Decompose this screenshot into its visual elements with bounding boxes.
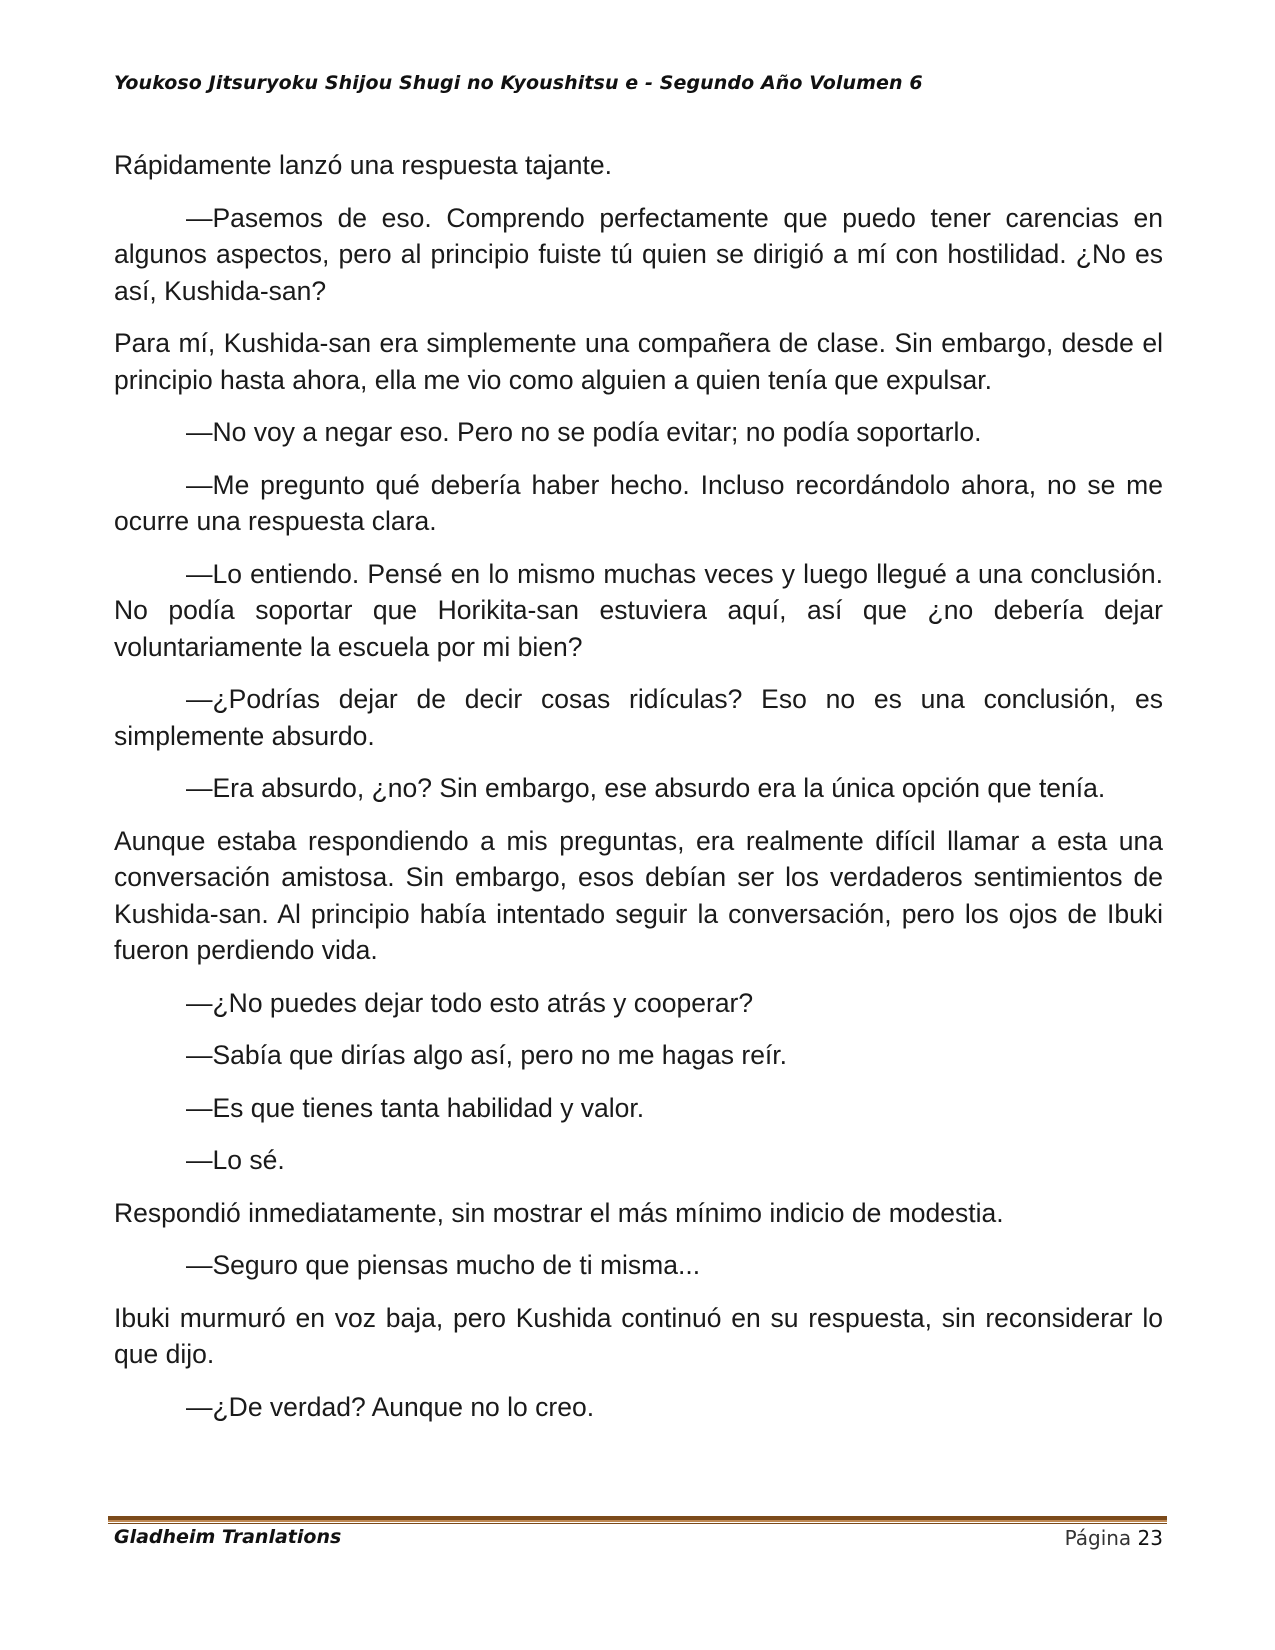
page-number-label (1065, 1526, 1163, 1550)
dialog-line: —No voy a negar eso. Pero no se podía evitar; no podía soportarlo. (186, 417, 982, 447)
footer-divider (108, 1516, 1167, 1522)
page-body (114, 147, 1163, 1441)
paragraph: Respondió inmediatamente, sin mostrar el más mínimo indicio de modestia. (114, 1197, 1004, 1228)
dialog-line: —¿Podrías dejar de decir cosas ridículas? Eso no es una conclusión, es simplemente absurdo. (114, 684, 1163, 751)
footer-divider-thin (108, 1523, 1167, 1524)
dialog-line: —Sabía que dirías algo así, pero no me hagas reír. (186, 1040, 788, 1070)
page-label: Página (1064, 1526, 1132, 1550)
paragraph: Aunque estaba respondiendo a mis preguntas, era realmente difícil llamar a esta una conversación amistosa. Sin embargo, esos debían ser los verdaderos sentimientos de Kushida-san. Al principio había intentado seguir la conversación, pero los ojos de Ibuki fueron perdiendo vida. (114, 825, 1163, 965)
dialog-line: —Seguro que piensas mucho de ti misma... (186, 1250, 701, 1280)
dialog-line: —¿De verdad? Aunque no lo creo. (186, 1391, 595, 1422)
dialog-line: —Lo entiendo. Pensé en lo mismo muchas veces y luego llegué a una conclusión. No podía soportar que Horikita-san estuviera aquí, así que ¿no debería dejar voluntariamente la escuela por mi bien? (114, 558, 1163, 662)
dialog-line: —Era absurdo, ¿no? Sin embargo, ese absurdo era la única opción que tenía. (186, 773, 1106, 803)
dialog-line: —Es que tienes tanta habilidad y valor. (186, 1092, 645, 1123)
dialog-line: —Me pregunto qué debería haber hecho. Incluso recordándolo ahora, no se me ocurre una respuesta clara. (114, 469, 1163, 536)
paragraph: Para mí, Kushida-san era simplemente una compañera de clase. Sin embargo, desde el principio hasta ahora, ella me vio como alguien a quien tenía que expulsar. (114, 328, 1163, 395)
paragraph: Ibuki murmuró en voz baja, pero Kushida continuó en su respuesta, sin reconsiderar lo que dijo. (114, 1302, 1163, 1369)
footer-credit: Gladheim Tranlations (114, 1526, 342, 1548)
paragraph: Rápidamente lanzó una respuesta tajante. (114, 150, 612, 180)
dialog-line: —Pasemos de eso. Comprendo perfectamente que puedo tener carencias en algunos aspectos, pero al principio fuiste tú quien se dirigió a mí con hostilidad. ¿No es así, Kushida-san? (114, 202, 1163, 306)
dialog-line: —¿No puedes dejar todo esto atrás y cooperar? (186, 987, 754, 1018)
page-number: 23 (1137, 1526, 1163, 1550)
page-header-title: Youkoso Jitsuryoku Shijou Shugi no Kyoushitsu e - Segundo Año Volumen 6 (114, 72, 923, 94)
dialog-line: —Lo sé. (186, 1145, 285, 1175)
